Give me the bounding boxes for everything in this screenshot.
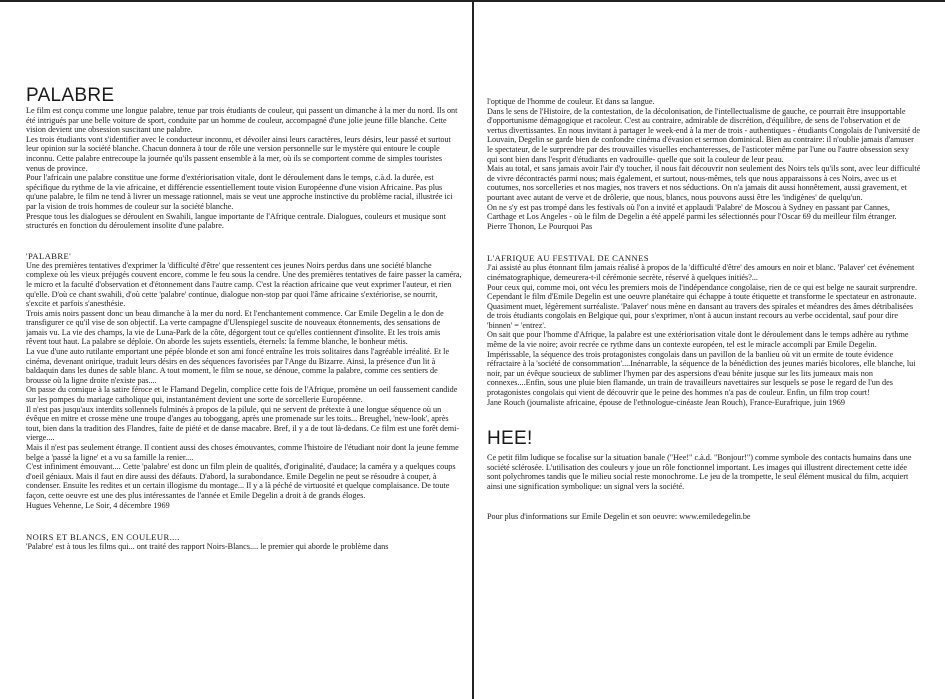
palabre-title: PALABRE — [26, 85, 115, 106]
review-paragraph: C'est infiniment émouvant.... Cette 'palabre' est donc un film plein de qualités, d'originalité, d'audace; la caméra y a quelques coups d'oeil géniaux. Mais il faut en dire aussi des défauts. D'abord, la surabondance. Emile Degelin ne peut se résoudre à couper, à condenser. Ensuite les redites et un certain illogisme du montage... Il y a là péché de virtuosité et quelque complaisance. De toute façon, cette oeuvre est une des plus intéressantes de l'année et Emile Degelin a droit à de grands éloges. — [26, 462, 456, 500]
cannes-title: L'AFRIQUE AU FESTIVAL DE CANNES — [487, 253, 649, 264]
review-paragraph: La vue d'une auto rutilante emportant une pépée blonde et son ami foncé entraîne les trois solitaires dans l'agréable irréalité. Et le cinéma, devenant onirique, traduit leurs désirs en des séquences favorisées par l'Ange du Bizarre. Ainsi, la présence d'un lit à baldaquin dans les dunes de sable blanc. A tout moment, le film se noue, se dénoue, comme la palabre, comme ces sentiers de brousse où la ligne droite n'existe pas.... — [26, 347, 450, 385]
review-text — [26, 261, 462, 510]
hee-title: HEE! — [487, 428, 533, 450]
continued-paragraph: Mais au total, et sans jamais avoir l'air d'y toucher, il nous fait découvrir non seulement des Noirs tels qu'ils sont, avec leur difficulté de vivre décontractés parmi nous; mais également, et surtout, nous-mêmes, tels que nous apparaissons à ces Noirs, avec us et coutumes, nos sorcelleries et nos magies, nos travers et nos séductions. On n'a jamais dit aussi honnêtement, aussi gravement, et pourtant avec autant de verve et de drôlerie, que nous, blancs, nous pouvons aussi être les 'indigènes' de quelqu'un. — [487, 164, 921, 202]
hee-description — [487, 453, 921, 491]
cannes-paragraph: Impérissable, la séquence des trois protagonistes congolais dans un pavillon de la banlieu où vit un ermite de toute évidence réfractaire à la 'société de consommation'....Inénarrable, la séquence de la bénédiction des jeunes mariés bicolores, elle blanche, lui noir, par un évêque soucieux de sublimer l'hymen par des aspersions d'eau bénite jusque sur les lits jumeaux mais non connexes....Enfin, sous une pluie bien flamande, un train de travailleurs navettaires sur lesquels se pose le regard de l'un des protagonistes congolais qui vient de découvrir que le peine des hommes n'a pas de couleur. Enfin, un film trop court! — [487, 349, 916, 398]
synopsis-paragraph: Le film est conçu comme une longue palabre, tenue par trois étudiants de couleur, qui passent un dimanche à la mer du nord. Ils ont été intrigués par une belle voiture de sport, conduite par un homme de couleur, accompagné d'une jolie jeune fille blanche. Cette vision devient une obsession suscitant une palabre. — [26, 106, 458, 135]
continued-paragraph: Pierre Thonon, Le Pourquoi Pas — [487, 221, 593, 231]
hee-paragraph: Ce petit film ludique se focalise sur la situation banale ("Hee!" c.à.d. "Bonjour!") comme symbole des contacts humains dans une société sclérosée. L'utilisation des couleurs y joue un rôle fonctionnel important. Les images qui illustrent directement cette idée sont polychromes tandis que le milieu social reste monochrome. Le jeu de la trompette, le seul élément musical du film, acquiert ainsi une signification symbolique: un signal vers la société. — [487, 453, 912, 491]
continued-paragraph: On ne s'y est pas trompé dans les festivals où l'on a invité et applaudi 'Palabre' de Moscou à Sydney en passant par Cannes, Carthage et Los Angeles - où le film de Degelin a été appelé parmi les sélectionnés pour l'Oscar 69 du meilleur film étranger. — [487, 202, 897, 222]
info-footer: Pour plus d'informations sur Emile Degelin et son oeuvre: www.emiledegelin.be — [487, 511, 751, 521]
cannes-paragraph: Jane Rouch (journaliste africaine, épouse de l'ethnologue-cinéaste Jean Rouch), France-Eurafrique, juin 1969 — [487, 397, 845, 407]
review-paragraph: On passe du comique à la satire féroce et le Flamand Degelin, complice cette fois de l'Afrique, promène un oeil faussement candide sur les pompes du mariage catholique qui, instantanément devient une sorte de sorcellerie Européenne. — [26, 385, 458, 405]
synopsis-paragraph: Presque tous les dialogues se déroulent en Swahili, langue importante de l'Afrique centrale. Dialogues, couleurs et musique sont structurés en fonction du déroulement insolite d'une palabre. — [26, 211, 446, 231]
continued-paragraph: Dans le sens de l'Histoire, de la contestation, de la décolonisation, de l'intellectualisme de gauche, ce pourrait être insupportable d'opportunisme démagogique et racoleur. C'est au contraire, admirable de discrétion, d'équilibre, de sens de l'observation et de vertus divertissantes. En nous invitant à partager le week-end à la mer de trois - authentiques - étudiants Congolais de l'université de Louvain, Degelin se garde bien de confondre cinéma d'évasion et sermon dominical. Bien au contraire: il n'oublie jamais d'amuser le spectateur, de le surprendre par des trouvailles visuelles enchanteresses, de l'asticoter même par l'une ou l'autre obsession sexy qui sont bien dans l'esprit d'étudiants en vadrouille- quelle que soit la couleur de leur peau. — [487, 106, 921, 164]
cannes-paragraph: Pour ceux qui, comme moi, ont vécu les premiers mois de l'indépendance congolaise, rien de ce qui est belge ne saurait surprendre. Cependant le film d'Emile Degelin est une oeuvre planétaire qui échappe à toute étiquette et transforme le spectateur en astronaute. Quasiment muet, légèrement surréaliste. 'Palaver' nous mène en dansant au travers des spirales et méandres des âmes détribalisées de trois étudiants congolais en Belgique qui, pour s'exprimer, n'ont à aucun instant recours au verbe occidental, sauf pour dire 'binnen' = 'entrez'. — [487, 282, 918, 330]
review-paragraph: Trois amis noirs passent donc un beau dimanche à la mer du nord. Et l'enchantement commence. Car Emile Degelin a le don de transfigurer ce qu'il vise de son objectif. La verte campagne d'Ulenspiegel suscite de nouveaux étonnements, des sensations de jamais vu. La vie des champs, la vie de Luna-Park de la côte, dégorgent tout ce qu'elles contiennent d'insolite. Et les trois amis rêvent tout haut. La palabre se déploie. On aborde les sujets essentiels, éternels: la femme blanche, le bonheur métis. — [26, 308, 444, 347]
noirs-title: NOIRS ET BLANCS, EN COULEUR.... — [26, 532, 180, 543]
continued-paragraph: l'optique de l'homme de couleur. Et dans sa langue. — [487, 97, 655, 106]
right-column — [487, 0, 921, 699]
review-title: 'PALABRE' — [26, 250, 72, 261]
cannes-paragraph: J'ai assisté au plus étonnant film jamais réalisé à propos de la 'difficulté d'être' des amours en noir et blanc. 'Palaver' cet événement cinématographique, demeurera-t-il cérémonie secrète, réservé à quelques initiés?... — [487, 263, 915, 282]
left-column — [26, 0, 462, 699]
review-paragraph: Hugues Vehenne, Le Soir, 4 décembre 1969 — [26, 500, 170, 510]
review-paragraph: Il n'est pas jusqu'aux interdits sollennels fulminés à propos de la pilule, qui ne servent de prétexte à une longue séquence où un évêque en mitre et crosse mène une troupe d'anges au toboggang, après une promenade sur les toits... Breughel, 'new-look', après tout, bien dans la tradition des Flandres, faite de piété et de danse macabre. Bref, il y a de tout là-dedans. Ce film est une forêt demi-vierge.... — [26, 404, 460, 443]
synopsis-paragraph: Pour l'africain une palabre constitue une forme d'extériorisation vitale, dont le déroulement dans le temps, c.à.d. la durée, est spécifique du rythme de la vie africaine, et différencie essentiellement toute vision Européenne d'une vision Africaine. Pas plus qu'une palabre, le film ne tend à livrer un message rationnel, mais se veut une approche instinctive du problème racial, illustrée ici par la vision de trois hommes de couleur sur la société blanche. — [26, 173, 453, 211]
column-divider — [472, 0, 474, 699]
cannes-review — [487, 263, 921, 407]
noirs-paragraph: 'Palabre' est à tous les films qui... ont traité des rapport Noirs-Blancs.... le premier qui aborde le problème dans — [26, 542, 389, 552]
continued-review — [487, 97, 921, 231]
review-paragraph: Mais il n'est pas seulement étrange. Il contient aussi des choses émouvantes, comme l'histoire de l'étudiant noir dont la jeune femme belge a 'passé la ligne' et a vu sa famille la renier.... — [26, 443, 459, 462]
synopsis-paragraph: Les trois étudiants vont s'identifier avec le conducteur inconnu, et dévoiler ainsi leurs caractères, leurs désirs, leur passé et surtout leur opinion sur la société blanche. Chacun donnera à tour de rôle une version personnelle sur le mystère qui entoure le couple inconnu. Cette palabre entrecoupe la journée qu'ils passent ensemble à la mer, où ils se comportent comme de simples touristes venus de province. — [26, 134, 451, 173]
noirs-text — [26, 542, 462, 552]
palabre-synopsis — [26, 106, 462, 231]
cannes-paragraph: On sait que pour l'homme d'Afrique, la palabre est une extériorisation vitale dont le déroulement dans le temps adhère au rythme même de la vie noire; avoir recrée ce rythme dans un contexte européen, tel est le miracle accompli par Emile Degelin. — [487, 330, 909, 350]
review-paragraph: Une des premières tentatives d'exprimer la 'difficulté d'être' que ressentent ces jeunes Noirs perdus dans une société blanche complexe où les vieux préjugés couvent encore, comme le feu sous la cendre. Une des premières tentatives de faire passer la caméra, le micro et la faculté d'observation et d'étonnement dans l'autre camp. C'est la réaction africaine que veut exprimer l'auteur, et rien qu'elle. D'où ce chant swahili, d'où cette 'palabre' continue, dialogue non-stop par quoi l'âme africaine s'extériorise, se nourrit, s'excite et parfois s'anesthésie. — [26, 260, 462, 309]
